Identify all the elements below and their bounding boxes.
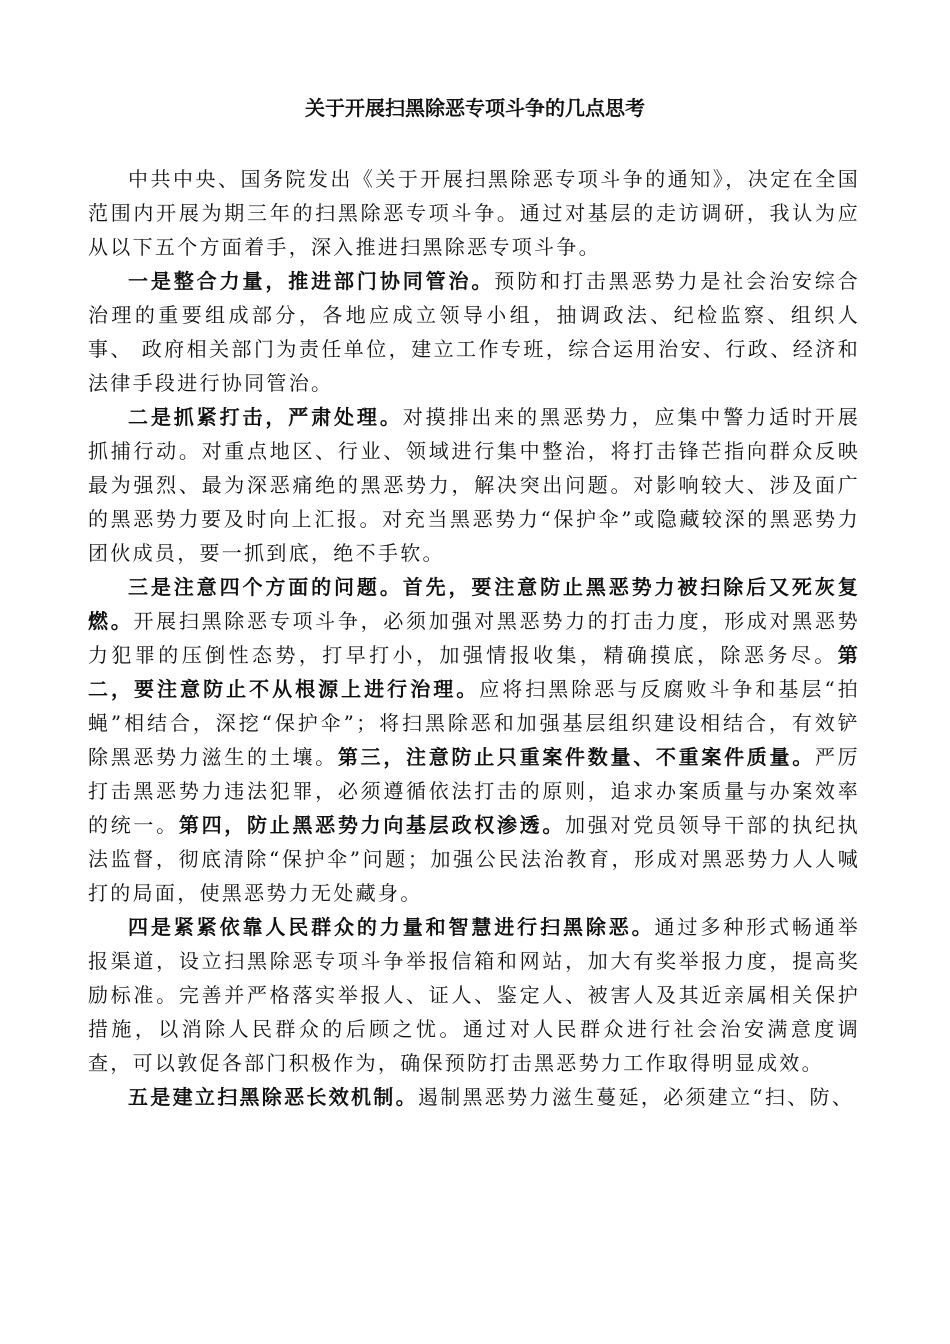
paragraph-text: 加强对党员领导干部的执纪执法监督，彻底清除“保护伞”问题；加强公民法治教育，形成对黑恶势力人人喊打的局面，使黑恶势力无处藏身。 <box>88 813 860 905</box>
paragraph-subheading: 第三，注意防止只重案件数量、不重案件质量。 <box>337 745 815 769</box>
paragraph-subheading: 第四，防止黑恶势力向基层政权渗透。 <box>178 813 566 837</box>
paragraph-heading: 四是紧紧依靠人民群众的力量和智慧进行扫黑除恶。 <box>128 915 655 939</box>
paragraph-point-2 <box>88 400 860 570</box>
paragraph-text: 中共中央、国务院发出《关于开展扫黑除恶专项斗争的通知》，决定在全国范围内开展为期三年的扫黑除恶专项斗争。通过对基层的走访调研，我认为应从以下五个方面着手，深入推进扫黑除恶专项斗争。 <box>88 167 860 259</box>
document-title: 关于开展扫黑除恶专项斗争的几点思考 <box>305 96 645 120</box>
paragraph-heading: 二是抓紧打击，严肃处理。 <box>128 405 403 429</box>
paragraph-text: 预防和打击黑恶势力是社会治安综合治理的重要组成部分，各地应成立领导小组，抽调政法、纪检监察、组织人事、 政府相关部门为责任单位，建立工作专班，综合运用治安、行政、经济和法律手段进行协同管治。 <box>88 269 860 395</box>
document-body <box>88 162 860 1114</box>
paragraph-text: 开展扫黑除恶专项斗争，必须加强对黑恶势力的打击力度，形成对黑恶势力犯罪的压倒性态势，打早打小，加强情报收集，精确摸底，除恶务尽。 <box>88 609 860 667</box>
paragraph-heading: 五是建立扫黑除恶长效机制。 <box>128 1085 418 1109</box>
paragraph-heading: 三是注意四个方面的问题。首先，要注意防止黑恶势力被扫除后又死灰复燃。 <box>88 575 860 633</box>
paragraph-intro <box>88 162 860 264</box>
paragraph-point-4 <box>88 910 860 1080</box>
paragraph-heading: 一是整合力量，推进部门协同管治。 <box>128 269 495 293</box>
paragraph-text: 通过多种形式畅通举报渠道，设立扫黑除恶专项斗争举报信箱和网站，加大有奖举报力度，提高奖励标准。完善并严格落实举报人、证人、鉴定人、被害人及其近亲属相关保护措施，以消除人民群众的后顾之忧。通过对人民群众进行社会治安满意度调查，可以敦促各部门积极作为，确保预防打击黑恶势力工作取得明显成效。 <box>88 915 860 1075</box>
paragraph-point-3 <box>88 570 860 910</box>
paragraph-text: 严厉打击黑恶势力违法犯罪，必须遵循依法打击的原则，追求办案质量与办案效率的统一。 <box>88 745 860 837</box>
paragraph-text: 对摸排出来的黑恶势力，应集中警力适时开展抓捕行动。对重点地区、行业、领域进行集中整治，将打击锋芒指向群众反映最为强烈、最为深恶痛绝的黑恶势力，解决突出问题。对影响较大、涉及面广的黑恶势力要及时向上汇报。对充当黑恶势力“保护伞”或隐藏较深的黑恶势力团伙成员，要一抓到底，绝不手软。 <box>88 405 860 565</box>
paragraph-subheading: 第二，要注意防止不从根源上进行治理。 <box>88 643 860 701</box>
paragraph-text: 应将扫黑除恶与反腐败斗争和基层“拍蝇”相结合，深挖“保护伞”；将扫黑除恶和加强基层组织建设相结合，有效铲除黑恶势力滋生的土壤。 <box>88 677 860 769</box>
paragraph-text: 遏制黑恶势力滋生蔓延，必须建立“扫、防、 <box>417 1085 855 1109</box>
paragraph-point-1 <box>88 264 860 400</box>
paragraph-point-5 <box>88 1080 860 1114</box>
